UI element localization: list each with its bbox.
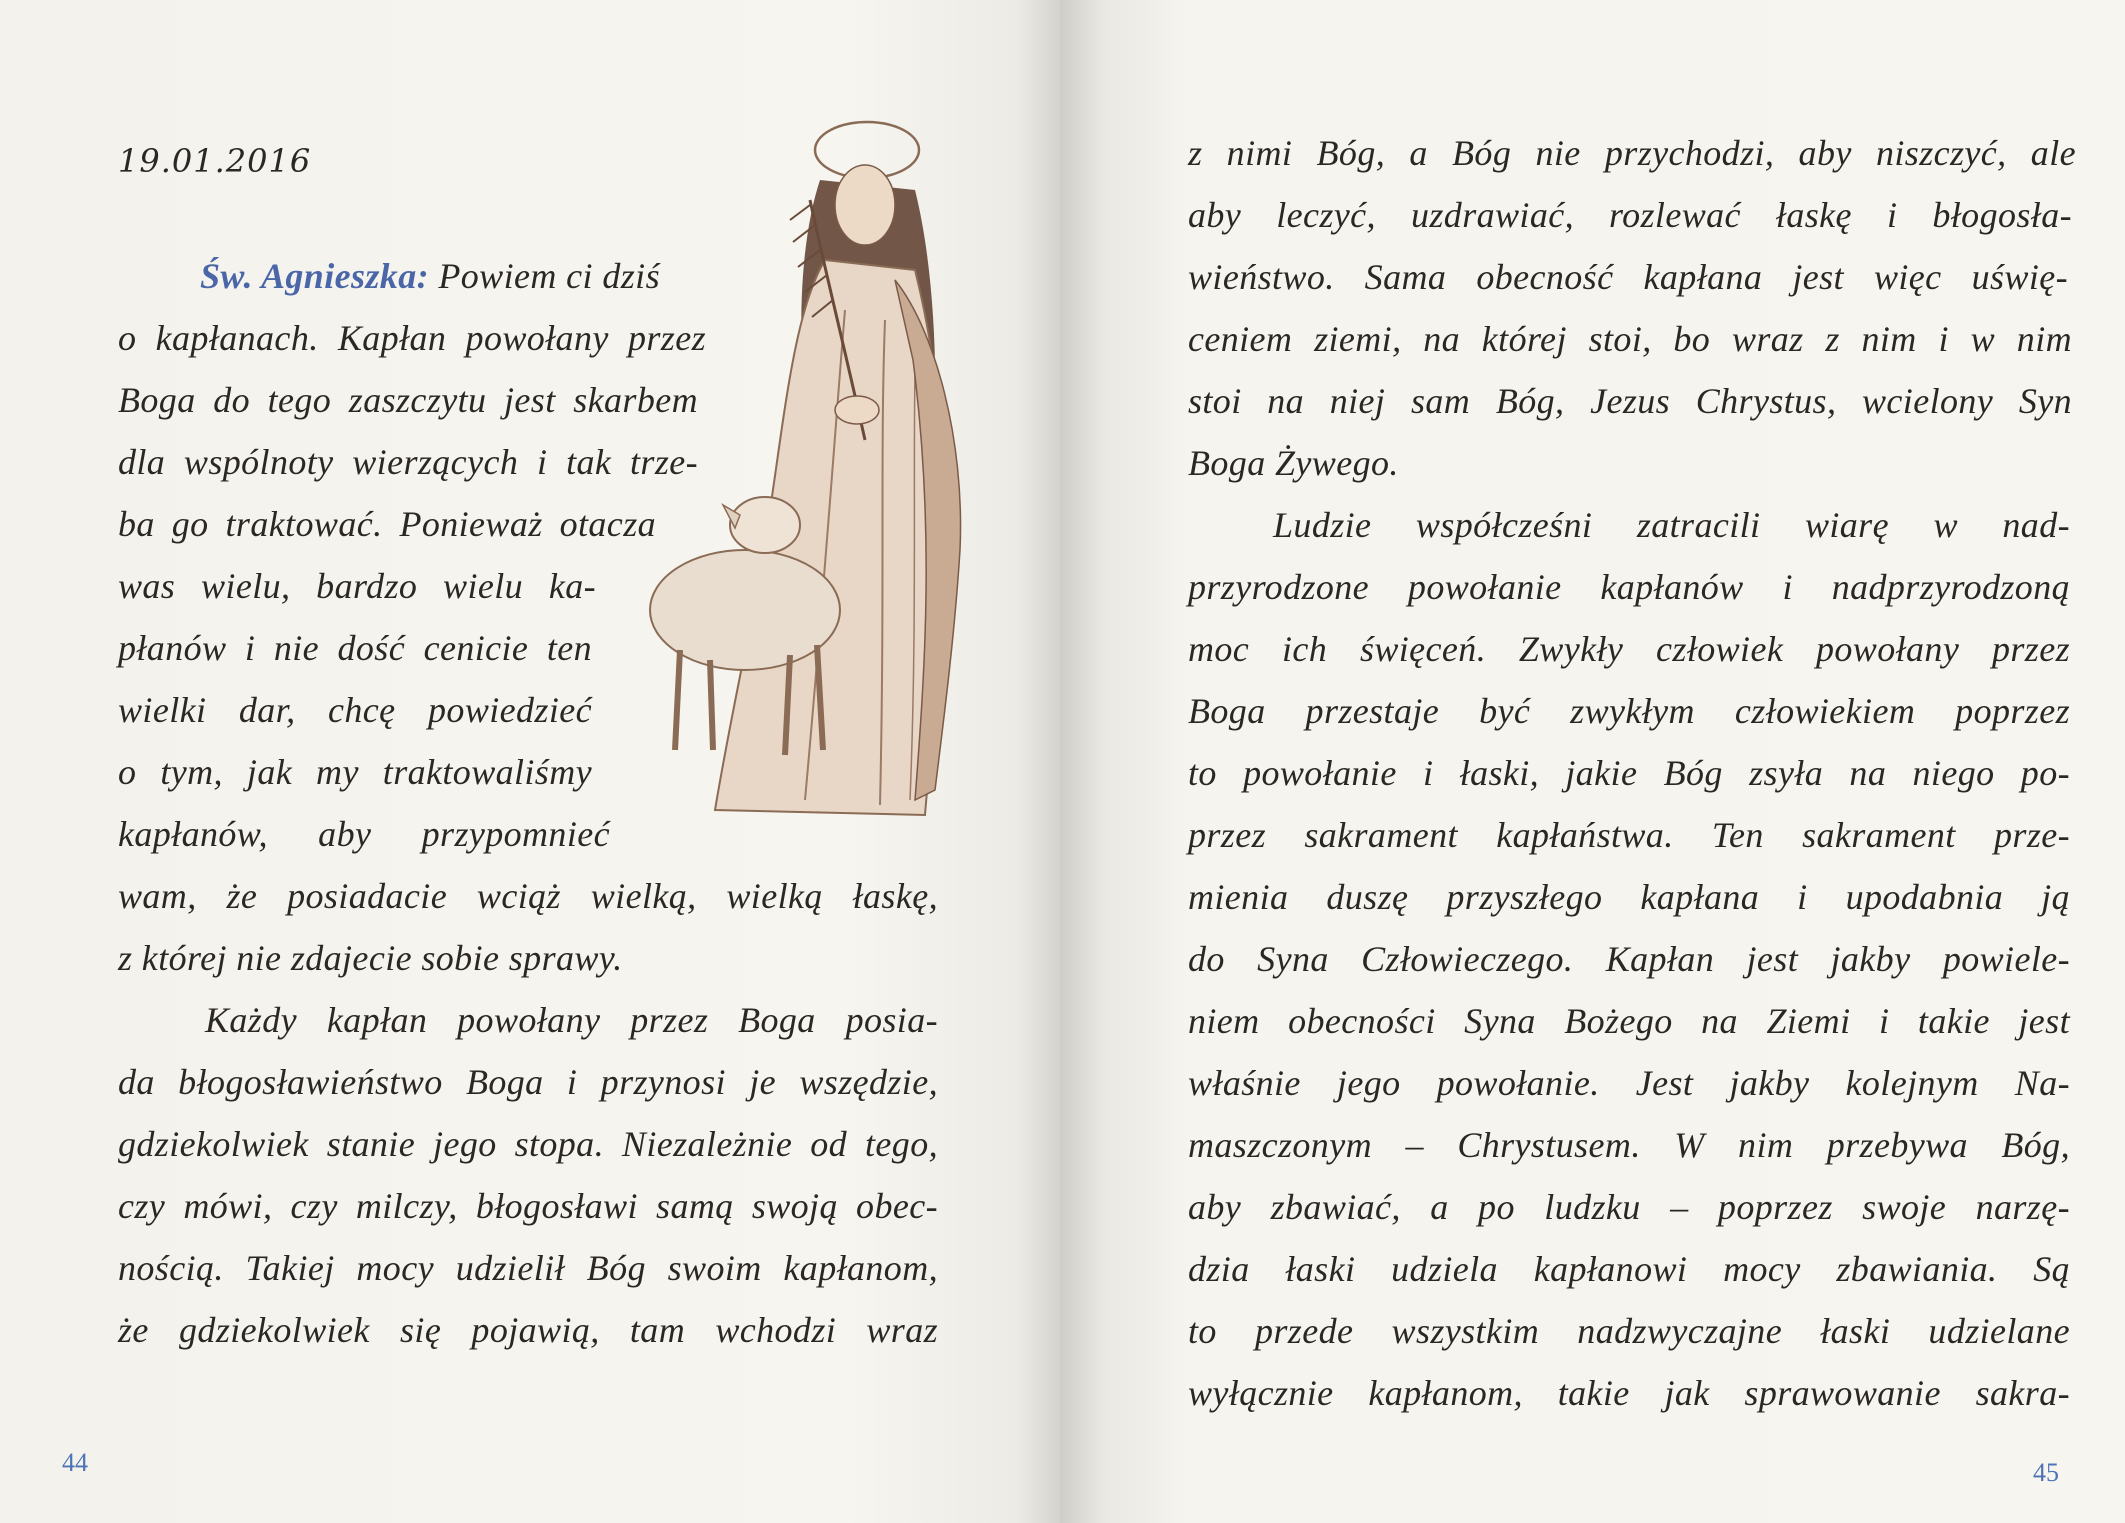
text-line: ba go traktować. Ponieważ otacza — [118, 504, 656, 544]
text-line: właśnie jego powołanie. Jest jakby kolejnym Na- — [1188, 1063, 2070, 1103]
text-line: moc ich święceń. Zwykły człowiek powołany przez — [1188, 629, 2070, 669]
text-line: kapłanów, aby przypomnieć — [118, 814, 610, 854]
text-line: to przede wszystkim nadzwyczajne łaski udzielane — [1188, 1311, 2070, 1351]
first-line — [200, 245, 660, 307]
text-line: Boga Żywego. — [1188, 443, 1399, 483]
text-line: aby zbawiać, a po ludzku – poprzez swoje narzę- — [1188, 1187, 2070, 1227]
text-line: przez sakrament kapłaństwa. Ten sakrament prze- — [1188, 815, 2070, 855]
text-line: wieństwo. Sama obecność kapłana jest więc uświę- — [1188, 257, 2068, 297]
text-line: przyrodzone powołanie kapłanów i nadprzyrodzoną — [1188, 567, 2070, 607]
text-line: stoi na niej sam Bóg, Jezus Chrystus, wcielony Syn — [1188, 381, 2072, 421]
text-line: wielki dar, chcę powiedzieć — [118, 690, 592, 730]
text-line: da błogosławieństwo Boga i przynosi je wszędzie, — [118, 1062, 938, 1102]
text-line: dla wspólnoty wierzących i tak trze- — [118, 442, 698, 482]
text-line: gdziekolwiek stanie jego stopa. Niezależnie od tego, — [118, 1124, 938, 1164]
text-line: że gdziekolwiek się pojawią, tam wchodzi wraz — [118, 1310, 938, 1350]
text-line: o tym, jak my traktowaliśmy — [118, 752, 592, 792]
left-page — [0, 0, 1060, 1523]
page-number-left: 44 — [62, 1448, 88, 1477]
text-line: Boga do tego zaszczytu jest skarbem — [118, 380, 698, 420]
text-line: dzia łaski udziela kapłanowi mocy zbawiania. Są — [1188, 1249, 2070, 1289]
text-line: to powołanie i łaski, jakie Bóg zsyła na niego po- — [1188, 753, 2070, 793]
text-line: Każdy kapłan powołany przez Boga posia- — [205, 1000, 938, 1040]
text-line: mienia duszę przyszłego kapłana i upodabnia ją — [1188, 877, 2070, 917]
text-line: płanów i nie dość cenicie ten — [118, 628, 592, 668]
text-line: Boga przestaje być zwykłym człowiekiem poprzez — [1188, 691, 2070, 731]
text-line: czy mówi, czy milczy, błogosławi samą swoją obec- — [118, 1186, 938, 1226]
text-line: ceniem ziemi, na której stoi, bo wraz z nim i w nim — [1188, 319, 2072, 359]
text-line: o kapłanach. Kapłan powołany przez — [118, 318, 706, 358]
text-line: maszczonym – Chrystusem. W nim przebywa Bóg, — [1188, 1125, 2070, 1165]
text-line: wyłącznie kapłanom, takie jak sprawowanie sakra- — [1188, 1373, 2070, 1413]
text-line: z nimi Bóg, a Bóg nie przychodzi, aby niszczyć, ale — [1188, 133, 2076, 173]
text-line: aby leczyć, uzdrawiać, rozlewać łaskę i błogosła- — [1188, 195, 2072, 235]
text-line: nością. Takiej mocy udzielił Bóg swoim kapłanom, — [118, 1248, 938, 1288]
text-line: do Syna Człowieczego. Kapłan jest jakby powiele- — [1188, 939, 2070, 979]
text-line: was wielu, bardzo wielu ka- — [118, 566, 596, 606]
text-line: z której nie zdajecie sobie sprawy. — [118, 938, 623, 978]
text-line: wam, że posiadacie wciąż wielką, wielką łaskę, — [118, 876, 938, 916]
text-line: niem obecności Syna Bożego na Ziemi i takie jest — [1188, 1001, 2070, 1041]
speaker-name: Św. Agnieszka: — [200, 256, 429, 296]
text-line: Ludzie współcześni zatracili wiarę w nad- — [1273, 505, 2070, 545]
page-number-right: 45 — [2033, 1458, 2059, 1487]
entry-date: 19.01.2016 — [118, 142, 312, 180]
right-page — [1060, 0, 2125, 1523]
first-line-text: Powiem ci dziś — [438, 256, 660, 296]
